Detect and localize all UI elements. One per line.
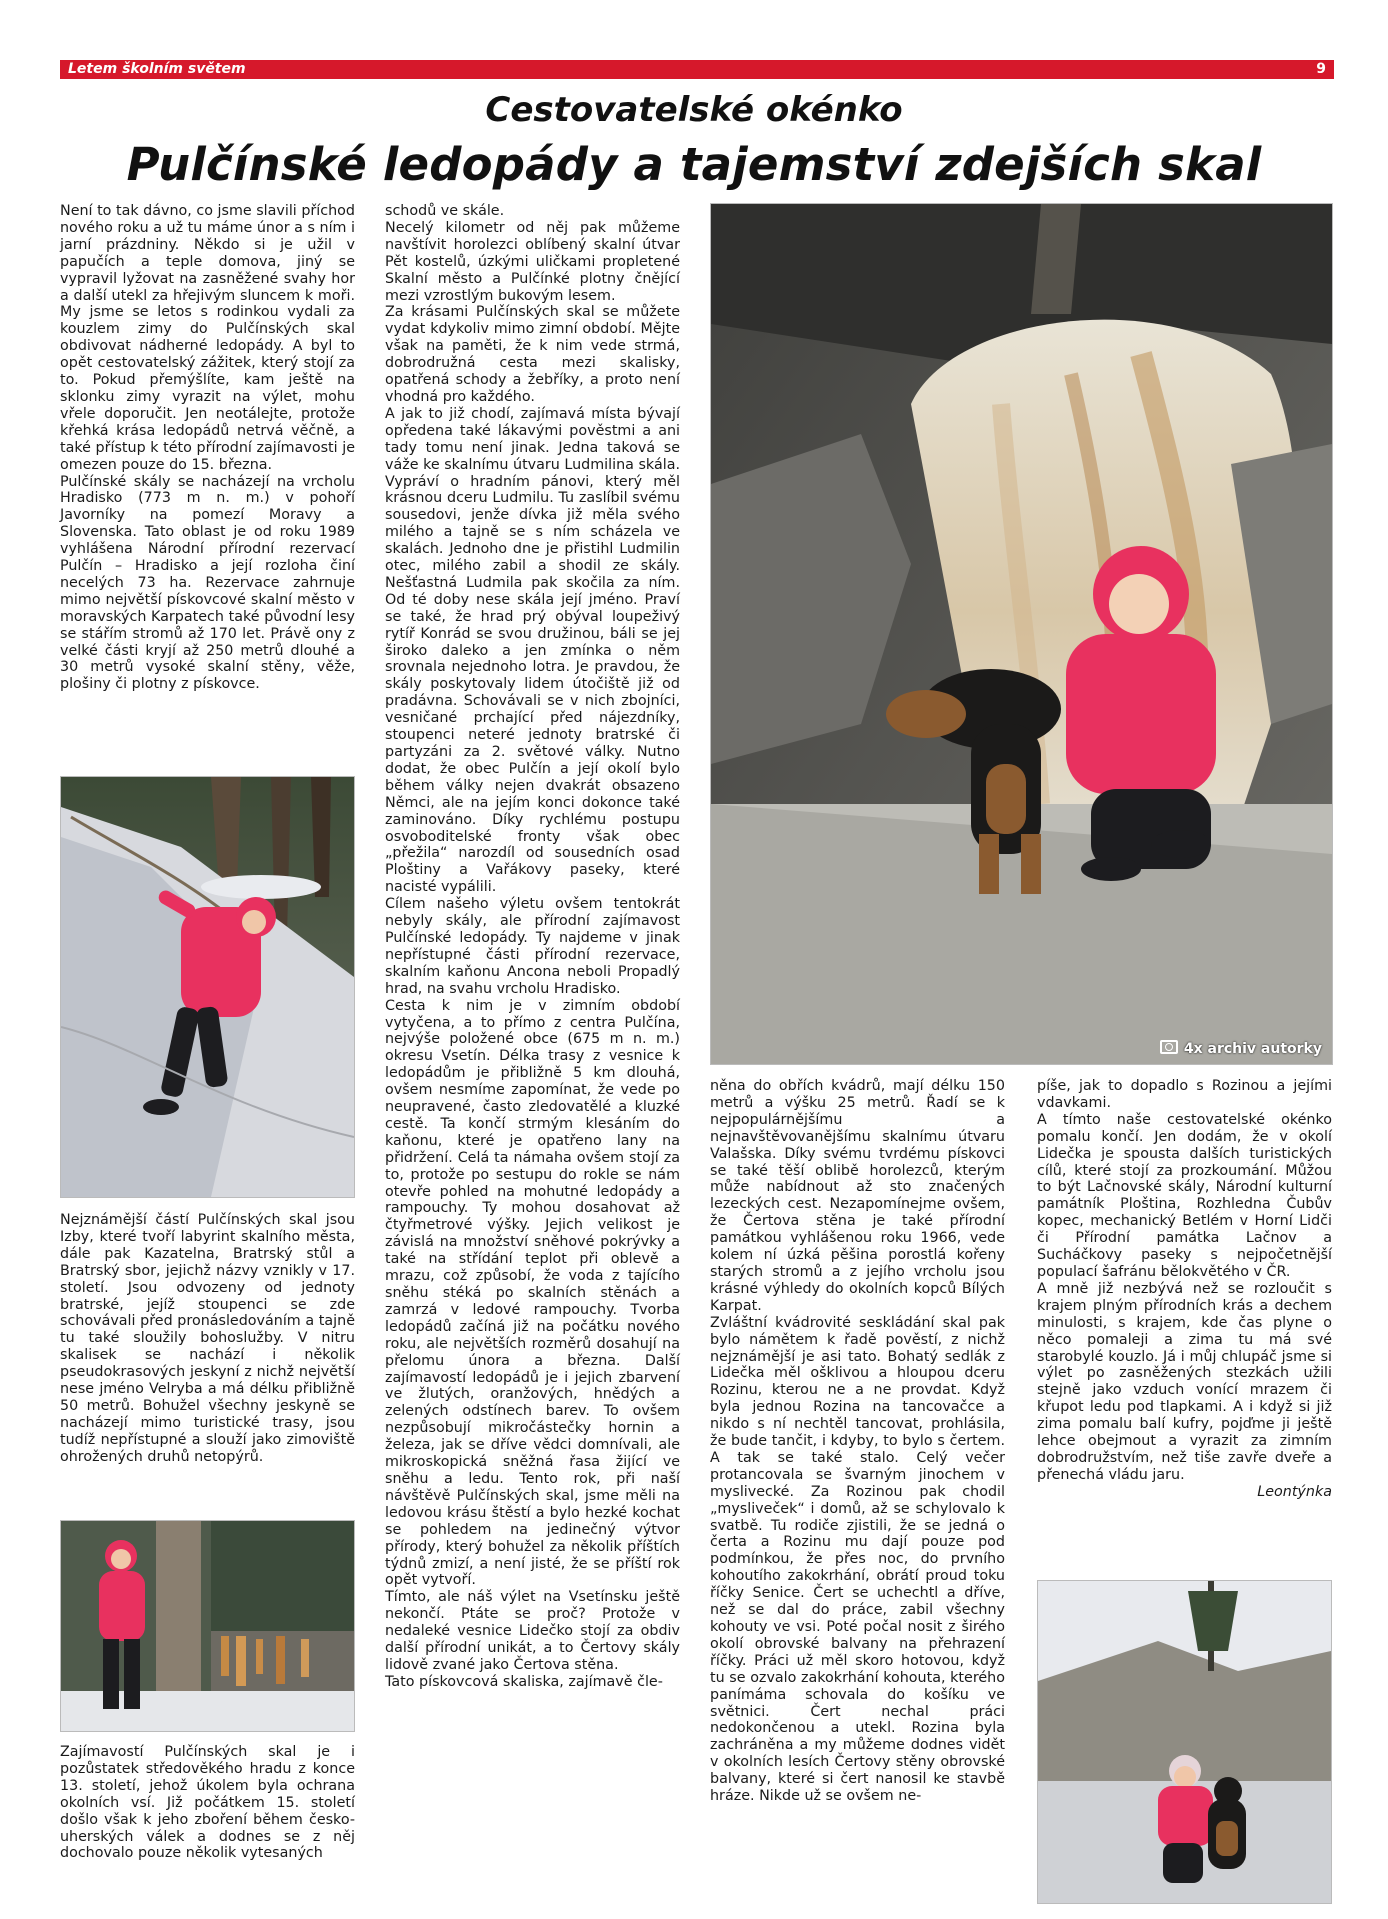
section-title: Letem školním světem [68,61,246,77]
article-column-4 [1037,1078,1332,1501]
page-header-bar [60,60,1334,79]
photo-credit: 4x archiv autorky [1160,1040,1322,1057]
page-number: 9 [1316,61,1326,77]
photo-ice-waterfall [710,203,1333,1065]
paragraph: A tímto naše cestovatelské okénko pomalu končí. Jen dodám, že v okolí Lidečka je spousta dalších turistických cílů, které stojí za prozkoumání. Můžou to být Lačnovské skály, Národní kulturní památník Ploština, Rozhledna Čubův kopec, mechanický Betlém v Horní Lidči či Přírodní památka Lačnov a Sucháčkovy paseky s nejpočetnější populací šafránu bělokvětého v ČR. [1037,1111,1332,1280]
paragraph: něna do obřích kvádrů, mají délku 150 metrů a výšku 25 metrů. Řadí se k nejpopulárnějšímu a nejnavštěvovanějšímu skalnímu útvaru Valašska. Díky svému tvrdému pískovci se také těší oblibě horolezců, kterým může nabídnout až sto značených lezeckých cest. Nezapomínejme ovšem, že Čertova stěna je také přírodní památkou vyhlášenou roku 1966, vede kolem ní úzká pěšina porostlá kořeny starých stromů a z jejího vrcholu jsou krásné výhledy do okolních kopců Bílých Karpat. [710,1078,1005,1314]
paragraph: Tato pískovcová skaliska, zajímavě čle- [385,1673,663,1690]
article-column-1-end [60,1744,355,1862]
paragraph: A jak to již chodí, zajímavá místa bývají opředena také lákavými pověstmi a ani tady tomu není jinak. Jedna taková se váže ke skalnímu útvaru Ludmilina skála. Vypráví o hradním pánovi, který měl krásnou dceru Ludmilu. Tu zaslíbil svému sousedovi, jenže dívka již měla svého milého a tajně se s ním scházela ve skalách. Jednoho dne je přistihl Ludmilin otec, milého zabil a shodil ze skály. Nešťastná Ludmila pak skočila za ním. Od té doby nese skála její jméno. Praví se také, že hrad prý obýval loupeživý rytíř Konrád se svou družinou, báli se jej široko daleko a jen zmínka o něm srovnala nejednoho lotra. Je pravdou, že skály poskytovaly lidem útočiště již od pradávna. Schovávali se v nich zbojníci, vesničané prchající před nájezdníky, stoupenci neteré jednoty bratrské či partyzáni za 2. světové války. Nutno dodat, že obec Pulčín a její okolí bylo během války nejen dvakrát obsazeno Němci, ale na jejím konci dokonce také zaminováno. Díky rychlému postupu osvoboditelské fronty však obec „přežila“ narozdíl od sousedních osad Ploštiny a Vařákovy paseky, které nacisté vypálili. [385,405,680,896]
paragraph: Pulčínské skály se nacházejí na vrcholu Hradisko (773 m n. m.) v pohoří Javorníky na pomezí Moravy a Slovenska. Tato oblast je od roku 1989 vyhlášena Národní přírodní rezervací Pulčín – Hradisko a její rozloha činí necelých 73 ha. Rezervace zahrnuje mimo největší pískovcové skalní město v moravských Karpatech také původní lesy se stářím stromů až 170 let. Právě ony z velké části kryjí až 250 metrů dlouhé a 30 metrů vysoké skalní stěny, věže, plošiny či plotny z pískovce. [60,473,355,693]
camera-icon [1160,1040,1178,1054]
article-headline: Pulčínské ledopády a tajemství zdejších skal [126,138,1262,191]
paragraph: Tímto, ale náš výlet na Vsetínsku ještě nekončí. Ptáte se proč? Protože v nedaleké vesnice Lidečko stojí za obdiv další přírodní unikát, a to Čertovy skály lidově zvané jako Čertova stěna. [385,1589,680,1673]
rubric-title: Cestovatelské okénko [485,90,903,130]
photo-climbing-rope [60,776,355,1198]
paragraph: Necelý kilometr od něj pak můžeme navštívit horolezci oblíbený skalní útvar Pět kostelů, úzkými uličkami propletené Skalní město a Pulčínké plotny čnějící mezi vzrostlým bukovým lesem. [385,219,680,304]
paragraph: A mně již nezbývá než se rozloučit s krajem plným přírodních krás a dechem minulosti, s krajem, kde čas plyne o něco pomaleji a zima tu má své starobylé kouzlo. Já i můj chlupáč jsme si výlet po zasněžených stezkách užili stejně jako vzduch vonící mrazem či křupot ledu pod tlapkami. A i když si již zima pomalu balí kufry, pojďme ji ještě lehce obejmout a vyrazit za zimním dobrodružstvím, než tiše zavře dveře a přenechá vládu jaru. [1037,1280,1332,1483]
paragraph: Za krásami Pulčínských skal se můžete vydat kdykoliv mimo zimní období. Mějte však na paměti, že k nim vede strmá, dobrodružná cesta mezi skalisky, opatřená schody a žebříky, a proto není vhodná pro každého. [385,304,680,405]
paragraph: schodů ve skále. [385,203,505,219]
author-signature: Leontýnka [1257,1483,1332,1500]
paragraph: Cesta k nim je v zimním období vytyčena, a to přímo z centra Pulčína, nejvýše položené obce (675 m n. m.) okresu Vsetín. Délka trasy z vesnice k ledopádům je přibližně 5 km dlouhá, ovšem nesmíme zapomínat, že vede po neupravené, často zledovatělé a kluzké cestě. Ta končí strmým klesáním do kaňonu, které je opatřeno lany na přidržení. Celá ta námaha ovšem stojí za to, protože po sestupu do rokle se nám otevře pohled na mohutné ledopády a rampouchy. Ty mohou dosahovat až čtyřmetrové výšky. Jejich velikost je závislá na množství sněhové pokrývky a také na střídání teplot při oblevě a mrazu, což způsobí, že voda z tajícího sněhu stéká po skalních stěnách a zamrzá v ledové rampouchy. Tvorba ledopádů začíná již na počátku nového roku, ale největších rozměrů dosahují na přelomu února a března. Další zajímavostí ledopádů je i jejich zbarvení ve žlutých, oranžových, hnědých a zelených odstínech barev. To ovšem nezpůsobují mikročástečky hornin a železa, jak se dříve vědci domnívali, ale mikroskopická sněžná řasa žijící ve sněhu a ledu. Tento rok, při naší návštěvě Pulčínských skal, jsme měli na ledovou krásu štěstí a bylo hezké kochat se pohledem na jedinečný výtvor přírody, který bohužel za několik příštích týdnů zmizí, a není jisté, že se příští rok opět vytvoří. [385,997,680,1589]
paragraph: Není to tak dávno, co jsme slavili příchod nového roku a už tu máme únor a s ním i jarní prázdniny. Někdo si je užil v papučích a teple domova, jiný se vypravil lyžovat na zasněžené svahy hor a další utekl za hřejivým sluncem k moři. My jsme se letos s rodinkou vydali za kouzlem zimy do Pulčínských skal obdivovat nádherné ledopády. A byl to opět cestovatelský zážitek, který stojí za to. Pokud přemýšlíte, kam ještě na sklonku zimy vyrazit na výlet, mohu vřele doporučit. Jen neotálejte, protože křehká krása ledopádů netrvá věčně, a také přístup k této přírodní zajímavosti je omezen pouze do 15. března. [60,203,355,473]
paragraph: Cílem našeho výletu ovšem tentokrát nebyly skály, ale přírodní zajímavost Pulčínské ledopády. Ty najdeme v jinak nepřístupné části přírodní rezervace, skalním kaňonu Ancona neboli Propadlý hrad, na svahu vrcholu Hradisko. [385,896,680,997]
article-column-3 [710,1078,1005,1805]
photo-girl-dog-rocks [1037,1580,1332,1904]
paragraph: píše, jak to dopadlo s Rozinou a jejími vdavkami. [1037,1078,1332,1111]
photo-girl-by-tree [60,1520,355,1732]
article-column-2 [385,203,680,1691]
article-column-1 [60,203,355,693]
paragraph: Zajímavostí Pulčínských skal je i pozůstatek středověkého hradu z konce 13. století, jehož úkolem byla ochrana okolních vsí. Již počátkem 15. století došlo však k jeho zboření během česko-uherských válek a dodnes se z něj dochovalo pouze několik vytesaných [60,1744,355,1862]
article-column-1-continued [60,1212,355,1466]
paragraph: Zvláštní kvádrovité seskládání skal pak bylo námětem k řadě pověstí, z nichž nejznámější je asi tato. Bohatý sedlák z Lidečka měl ošklivou a hloupou dceru Rozinu, kterou ne a ne provdat. Když byla jednou Rozina na tancovačce a nikdo s ní nechtěl tancovat, prohlásila, že bude tančit, i kdyby, to bylo s čertem. A tak se také stalo. Celý večer protancovala se švarným jinochem v myslivecké. Za Rozinou pak chodil „mysliveček“ i domů, až se schylovalo k svatbě. Tu rodiče zjistili, že se jedná o čerta a Rozinu mu dají pouze pod podmínkou, že přes noc, do prvního kohoutího zakokrhání, obrátí proud toku říčky Senice. Čert se uchechtl a dříve, než se dal do práce, zabil všechny kohouty ve vsi. Poté počal nosit z širého okolí obrovské balvany na přehrazení říčky. Práci už měl skoro hotovou, když tu se ozvalo zakokrhání kohouta, kterého panímáma schovala do košíku ve světnici. Čert nechal práci nedokončenou a utekl. Rozina byla zachráněna a my můžeme dodnes vidět v okolních lesích Čertovy stěny obrovské balvany, které si čert nanosil ke stavbě hráze. Nikde už se ovšem ne- [710,1314,1005,1805]
paragraph: Nejznámější částí Pulčínských skal jsou Izby, které tvoří labyrint skalního města, dále pak Kazatelna, Bratrský stůl a Bratrský sbor, jejichž názvy vznikly v 17. století. Jsou odvozeny od jednoty bratrské, jejíž stoupenci se zde schovávali před pronásledováním a tajně tu také sloužily bohoslužby. V nitru skalisek se nachází i několik pseudokrasových jeskyní z nichž největší nese jméno Velryba a má délku přibližně 50 metrů. Bohužel všechny jeskyně se nacházejí mimo turistické trasy, jsou tudíž nepřístupné a slouží jako zimoviště ohrožených druhů netopýrů. [60,1212,355,1465]
